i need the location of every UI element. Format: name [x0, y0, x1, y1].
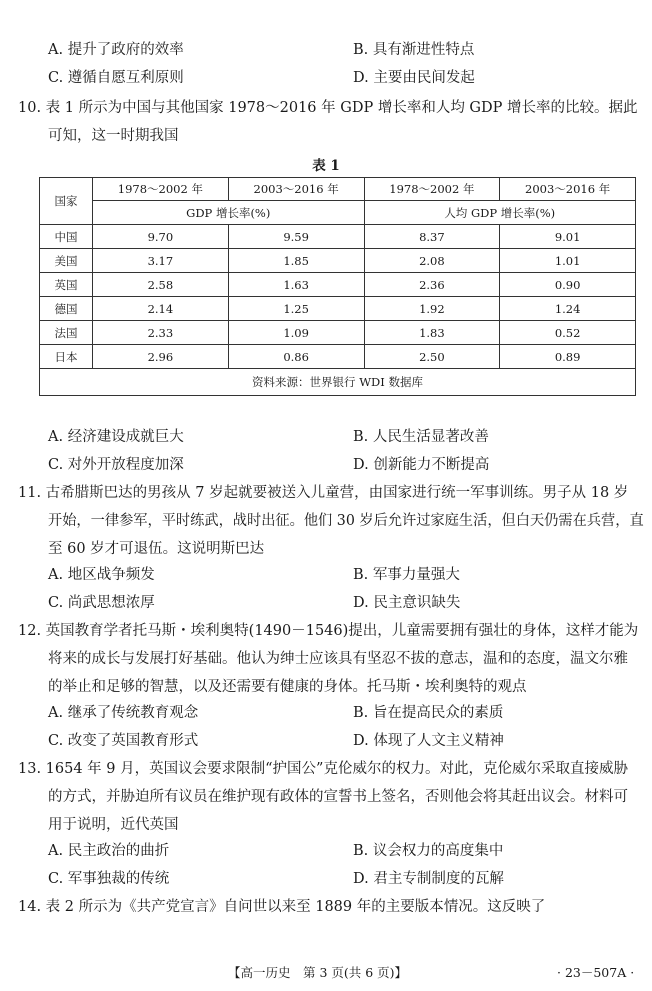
q14-stem-line1: 14. 表 2 所示为《共产党宣言》自问世以来至 1889 年的主要版本情况。这反映了 — [18, 899, 546, 915]
value-cell: 2.58 — [93, 273, 229, 297]
period-header: 2003～2016 年 — [228, 178, 364, 201]
value-cell: 0.89 — [500, 345, 636, 369]
table-row — [40, 249, 636, 273]
q12-option-c: C. 改变了英国教育形式 — [48, 733, 199, 749]
q12-stem-line2: 将来的成长与发展打好基础。他认为绅士应该具有坚忍不拔的意志，温和的态度，温文尔雅 — [48, 651, 628, 667]
q12-option-d: D. 体现了人文主义精神 — [353, 733, 504, 749]
table-source-row — [40, 369, 636, 396]
q11-stem-line2: 开始，一律参军，平时练武，战时出征。他们 30 岁后允许过家庭生活，但白天仍需在兵营，直 — [48, 513, 644, 529]
q9-option-c: C. 遵循自愿互利原则 — [48, 70, 184, 86]
value-cell: 1.63 — [228, 273, 364, 297]
table-header-row — [40, 178, 636, 201]
value-cell: 2.08 — [364, 249, 500, 273]
q11-option-a: A. 地区战争频发 — [48, 567, 155, 583]
q10-option-d: D. 创新能力不断提高 — [353, 457, 490, 473]
value-cell: 8.37 — [364, 225, 500, 249]
q10-stem-line1: 10. 表 1 所示为中国与其他国家 1978～2016 年 GDP 增长率和人均 GDP 增长率的比较。据此 — [18, 100, 638, 116]
period-header: 2003～2016 年 — [500, 178, 636, 201]
q12-stem-line1: 12. 英国教育学者托马斯・埃利奥特(1490－1546)提出，儿童需要拥有强壮的身体，这样才能为 — [18, 623, 639, 639]
q13-option-b: B. 议会权力的高度集中 — [353, 843, 504, 859]
value-cell: 1.83 — [364, 321, 500, 345]
value-cell: 2.33 — [93, 321, 229, 345]
table-source-note: 资料来源：世界银行 WDI 数据库 — [40, 369, 636, 396]
value-cell: 1.24 — [500, 297, 636, 321]
value-cell: 2.14 — [93, 297, 229, 321]
q13-option-d: D. 君主专制制度的瓦解 — [353, 871, 504, 887]
value-cell: 1.01 — [500, 249, 636, 273]
country-cell: 美国 — [40, 249, 93, 273]
table-row — [40, 321, 636, 345]
q13-option-a: A. 民主政治的曲折 — [48, 843, 170, 859]
table-row — [40, 297, 636, 321]
value-cell: 9.70 — [93, 225, 229, 249]
gdp-table — [39, 177, 636, 396]
q11-option-d: D. 民主意识缺失 — [353, 595, 461, 611]
q11-stem-line1: 11. 古希腊斯巴达的男孩从 7 岁起就要被送入儿童营，由国家进行统一军事训练。男子从 18 岁 — [18, 485, 629, 501]
q13-stem-line3: 用于说明，近代英国 — [48, 817, 179, 833]
value-cell: 3.17 — [93, 249, 229, 273]
country-cell: 法国 — [40, 321, 93, 345]
page-footer-label: 【高一历史 第 3 页(共 6 页)】 — [228, 965, 408, 980]
q12-stem-line3: 的举止和足够的智慧，以及还需要有健康的身体。托马斯・埃利奥特的观点 — [48, 679, 527, 695]
value-cell: 9.01 — [500, 225, 636, 249]
q10-stem-line2: 可知，这一时期我国 — [48, 128, 179, 144]
q11-stem-line3: 至 60 岁才可退伍。这说明斯巴达 — [48, 541, 265, 557]
q9-option-a: A. 提升了政府的效率 — [48, 42, 184, 58]
q9-option-d: D. 主要由民间发起 — [353, 70, 475, 86]
q11-option-b: B. 军事力量强大 — [353, 567, 460, 583]
value-cell: 0.90 — [500, 273, 636, 297]
q12-option-a: A. 继承了传统教育观念 — [48, 705, 199, 721]
country-cell: 英国 — [40, 273, 93, 297]
value-cell: 1.25 — [228, 297, 364, 321]
table-corner-header: 国家 — [40, 178, 93, 225]
q12-option-b: B. 旨在提高民众的素质 — [353, 705, 504, 721]
period-header: 1978～2002 年 — [93, 178, 229, 201]
value-cell: 2.50 — [364, 345, 500, 369]
value-cell: 2.96 — [93, 345, 229, 369]
q9-option-b: B. 具有渐进性特点 — [353, 42, 475, 58]
table-row — [40, 273, 636, 297]
period-header: 1978～2002 年 — [364, 178, 500, 201]
value-cell: 2.36 — [364, 273, 500, 297]
value-cell: 9.59 — [228, 225, 364, 249]
table-row — [40, 225, 636, 249]
q13-option-c: C. 军事独裁的传统 — [48, 871, 170, 887]
gdp-growth-group-header: GDP 增长率(%) — [93, 201, 365, 225]
country-cell: 中国 — [40, 225, 93, 249]
q10-option-a: A. 经济建设成就巨大 — [48, 429, 184, 445]
q13-stem-line2: 的方式，并胁迫所有议员在维护现有政体的宣誓书上签名，否则他会将其赶出议会。材料可 — [48, 789, 628, 805]
per-capita-growth-group-header: 人均 GDP 增长率(%) — [364, 201, 636, 225]
value-cell: 1.09 — [228, 321, 364, 345]
country-cell: 日本 — [40, 345, 93, 369]
table-row — [40, 345, 636, 369]
table-group-row — [40, 201, 636, 225]
q11-option-c: C. 尚武思想浓厚 — [48, 595, 155, 611]
q13-stem-line1: 13. 1654 年 9 月，英国议会要求限制“护国公”克伦威尔的权力。对此，克伦威尔采取直接威胁 — [18, 761, 628, 777]
table-caption: 表 1 — [312, 158, 340, 174]
value-cell: 1.92 — [364, 297, 500, 321]
value-cell: 0.86 — [228, 345, 364, 369]
q10-option-b: B. 人民生活显著改善 — [353, 429, 489, 445]
country-cell: 德国 — [40, 297, 93, 321]
q10-option-c: C. 对外开放程度加深 — [48, 457, 184, 473]
exam-code: · 23－507A · — [557, 965, 635, 980]
value-cell: 1.85 — [228, 249, 364, 273]
value-cell: 0.52 — [500, 321, 636, 345]
